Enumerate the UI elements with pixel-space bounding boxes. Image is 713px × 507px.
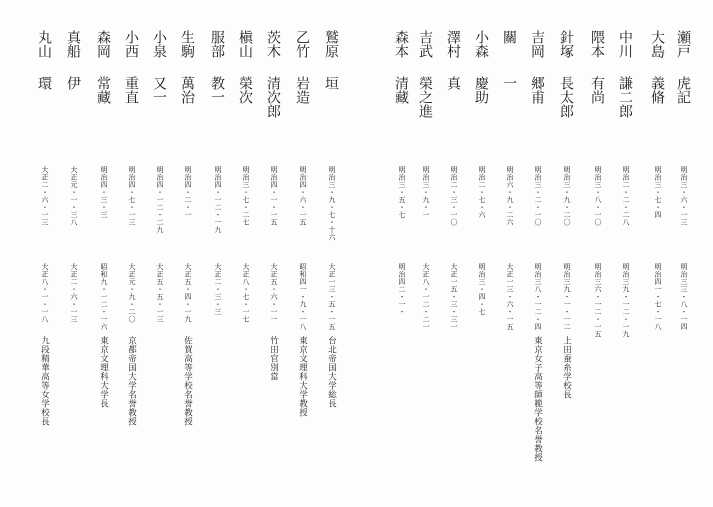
entry-surname: 中川 xyxy=(617,30,633,58)
entry-note: 佐賀高等学校名誉教授 xyxy=(182,336,193,426)
entry-note: 東京文理科大学長 xyxy=(98,336,109,408)
entry-birth: 明治四・二・一 xyxy=(184,166,192,219)
entry-surname: 吉武 xyxy=(417,30,433,58)
entry-column xyxy=(148,16,176,496)
entry-surname: 服部 xyxy=(209,30,225,58)
entry-given: 清次郎 xyxy=(265,76,281,118)
entry-given: 長太郎 xyxy=(558,76,574,118)
entry-death: 大正八・一・一八 xyxy=(41,263,49,323)
entry-column xyxy=(291,16,319,496)
entry-surname: 瀬戸 xyxy=(675,30,691,58)
entry-given: 義脩 xyxy=(649,76,665,104)
entry-birth: 明治二・七・六 xyxy=(478,166,486,219)
entry-death: 明治三三・八・一四 xyxy=(680,263,688,331)
entry-given: 重直 xyxy=(123,76,139,104)
entry-surname: 森岡 xyxy=(95,30,111,58)
entry-death: 大正一三・六・一五 xyxy=(506,263,514,331)
entry-given: 一 xyxy=(501,76,517,90)
entry-column xyxy=(320,16,348,496)
entry-column xyxy=(206,16,234,496)
entry-given: 萬治 xyxy=(179,76,195,104)
entry-column xyxy=(176,16,204,496)
entry-given: 真 xyxy=(445,76,461,90)
entry-surname: 吉岡 xyxy=(529,30,545,58)
entry-surname: 小泉 xyxy=(151,30,167,58)
entry-given: 郷甫 xyxy=(529,76,545,104)
entry-birth: 明治四・三・三 xyxy=(100,166,108,219)
entry-death: 大正元・九・二〇 xyxy=(128,263,136,323)
entry-birth: 明治三・九・七・十六 xyxy=(328,166,336,241)
entry-column xyxy=(498,16,526,496)
entry-birth: 明治三・七・二七 xyxy=(242,166,250,226)
entry-note: 東京女子高等師範学校名誉教授 xyxy=(532,336,543,462)
entry-surname: 針塚 xyxy=(558,30,574,58)
entry-column xyxy=(646,16,674,496)
entry-surname: 鷲原 xyxy=(323,30,339,58)
entry-death: 大正五・六・一一 xyxy=(270,263,278,323)
entry-birth: 大正元・一・三八 xyxy=(70,166,78,226)
entry-death: 明治三九・一二・一九 xyxy=(622,263,630,338)
entry-birth: 大正二・六・一三 xyxy=(41,166,49,226)
entry-birth: 明治四・一・一五 xyxy=(270,166,278,226)
entry-death: 大正五・五・一三 xyxy=(156,263,164,323)
entry-surname: 乙竹 xyxy=(294,30,310,58)
entry-column xyxy=(672,16,700,496)
entry-death: 明治三九・一・一二 xyxy=(563,263,571,331)
entry-surname: 隈本 xyxy=(589,30,605,58)
entry-column xyxy=(120,16,148,496)
entry-birth: 明治三・六・一三 xyxy=(680,166,688,226)
entry-column xyxy=(470,16,498,496)
entry-death: 大正二・六・一三 xyxy=(70,263,78,323)
entry-note: 上田蚕糸学校長 xyxy=(561,336,572,399)
entry-birth: 明治四・七・一三 xyxy=(128,166,136,226)
entry-birth: 明治三・九・二〇 xyxy=(563,166,571,226)
entry-death: 明治四二・一・ xyxy=(398,263,406,316)
entry-given: 垣 xyxy=(323,76,339,90)
entry-birth: 明治四・一二・一九 xyxy=(214,166,222,234)
entry-birth: 明治三・五・七 xyxy=(398,166,406,219)
entry-death: 大正八・一二・二一 xyxy=(422,263,430,331)
entry-note: 京都帝国大学名誉教授 xyxy=(126,336,137,426)
entry-column xyxy=(442,16,470,496)
entry-given: 常藏 xyxy=(95,76,111,104)
entry-given: 岩造 xyxy=(294,76,310,104)
entry-given: 榮之進 xyxy=(417,76,433,118)
entry-note: 東京文理科大学教授 xyxy=(297,336,308,417)
entry-surname: 小森 xyxy=(473,30,489,58)
entry-given: 又一 xyxy=(151,76,167,104)
entry-birth: 明治四・一二・二九 xyxy=(156,166,164,234)
entry-column xyxy=(234,16,262,496)
entry-column xyxy=(586,16,614,496)
entry-death: 明治四一・七・一八 xyxy=(654,263,662,331)
entry-column xyxy=(33,16,61,496)
entry-death: 昭和九・一二・一六 xyxy=(100,263,108,331)
entry-birth: 明治三・七・四 xyxy=(654,166,662,219)
entry-birth: 明治四・六・一五 xyxy=(299,166,307,226)
entry-column xyxy=(414,16,442,496)
entry-note: 台北帝国大学総長 xyxy=(326,336,337,408)
entry-column xyxy=(92,16,120,496)
entry-given: 有尚 xyxy=(589,76,605,104)
entry-surname: 關 xyxy=(501,30,517,44)
entry-birth: 明治二・二・二八 xyxy=(622,166,630,226)
entry-given: 謙二郎 xyxy=(617,76,633,118)
entry-surname: 槇山 xyxy=(237,30,253,58)
entry-column xyxy=(614,16,642,496)
entry-death: 大正八・七・一七 xyxy=(242,263,250,323)
entry-surname: 生駒 xyxy=(179,30,195,58)
entry-surname: 森本 xyxy=(393,30,409,58)
entry-given: 榮次 xyxy=(237,76,253,104)
entry-column xyxy=(62,16,90,496)
entry-death: 昭和四一・九・一八 xyxy=(299,263,307,331)
entry-surname: 茨木 xyxy=(265,30,281,58)
entry-death: 大正一五・三・三一 xyxy=(450,263,458,331)
entry-birth: 明治三・八・一〇 xyxy=(594,166,602,226)
entry-column xyxy=(526,16,554,496)
entry-birth: 明治三・二・一〇 xyxy=(534,166,542,226)
entry-birth: 明治六・九・二六 xyxy=(506,166,514,226)
entry-note: 九段精華高等女学校長 xyxy=(39,336,50,426)
entry-given: 環 xyxy=(36,76,52,90)
entry-surname: 丸山 xyxy=(36,30,52,58)
entry-death: 大正二・三・三 xyxy=(214,263,222,316)
entry-given: 清藏 xyxy=(393,76,409,104)
entry-death: 明治三六・一二・一五 xyxy=(594,263,602,338)
entry-death: 大正五・四・一九 xyxy=(184,263,192,323)
entry-column xyxy=(555,16,583,496)
entry-surname: 澤村 xyxy=(445,30,461,58)
entry-given: 教一 xyxy=(209,76,225,104)
entry-note: 竹田官別當 xyxy=(268,336,279,381)
entry-surname: 真船 xyxy=(65,30,81,58)
entry-birth: 明治二・三・一〇 xyxy=(450,166,458,226)
entry-column xyxy=(262,16,290,496)
entry-birth: 明治三・九・一 xyxy=(422,166,430,219)
entry-given: 慶助 xyxy=(473,76,489,104)
entry-death: 大正一三・五・一五 xyxy=(328,263,336,331)
entry-surname: 大島 xyxy=(649,30,665,58)
entry-death: 明治三・四・七 xyxy=(478,263,486,316)
entry-given: 伊 xyxy=(65,76,81,90)
entry-death: 明治三八・一二・四 xyxy=(534,263,542,331)
entry-surname: 小西 xyxy=(123,30,139,58)
entry-column xyxy=(390,16,418,496)
entry-given: 虎記 xyxy=(675,76,691,104)
